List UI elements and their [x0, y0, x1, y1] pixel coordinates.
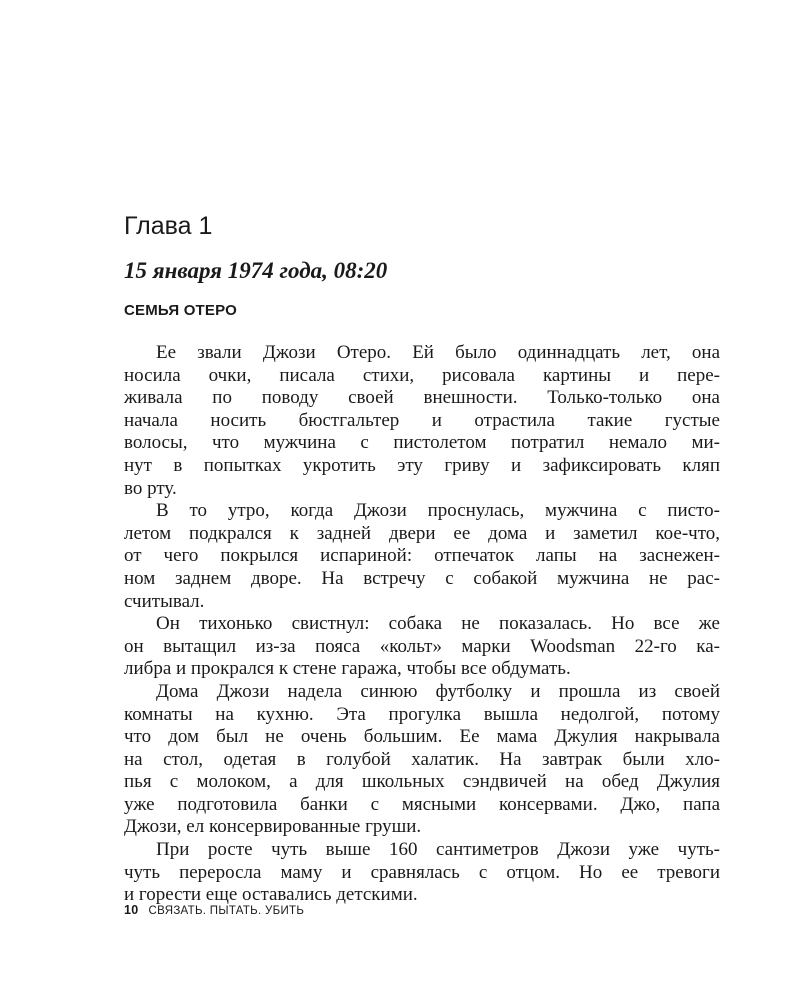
text-line: Джози, ел консервированные груши.	[124, 816, 422, 838]
text-line: что дом был не очень большим. Ее мама Джулия накрывала	[124, 726, 720, 748]
running-title: СВЯЗАТЬ. ПЫТАТЬ. УБИТЬ	[148, 905, 305, 917]
text-line: Ее звали Джози Отеро. Ей было одиннадцать лет, она	[156, 342, 720, 363]
text-line: либра и прокрался к стене гаража, чтобы все обдумать.	[124, 658, 571, 680]
text-line: на стол, одетая в голубой халатик. На завтрак были хло-	[124, 748, 720, 770]
chapter-date: 15 января 1974 года, 08:20	[124, 258, 388, 283]
text-line: пья с молоком, а для школьных сэндвичей на обед Джулия	[124, 771, 720, 793]
text-line: от чего покрылся испариной: отпечаток лапы на заснежен-	[124, 545, 720, 567]
text-line: ном заднем дворе. На встречу с собакой мужчина не рас-	[124, 567, 720, 589]
text-line: летом подкрался к задней двери ее дома и заметил кое-что,	[124, 522, 720, 544]
text-line: считывал.	[124, 590, 205, 612]
section-heading: СЕМЬЯ ОТЕРО	[124, 302, 238, 319]
text-line: чуть переросла маму и сравнялась с отцом. Но ее тревоги	[124, 861, 720, 883]
text-line: Он тихонько свистнул: собака не показалась. Но все же	[156, 613, 720, 635]
text-line: начала носить бюстгальтер и отрастила такие густые	[124, 409, 720, 431]
chapter-title: Глава 1	[124, 212, 213, 240]
text-line: нут в попытках укротить эту гриву и зафиксировать кляп	[124, 454, 720, 476]
running-footer	[124, 902, 304, 919]
text-line: уже подготовила банки с мясными консервами. Джо, папа	[124, 793, 720, 815]
body-text	[124, 342, 720, 907]
text-line: Дома Джози надела синюю футболку и прошла из своей	[156, 680, 720, 702]
text-line: живала по поводу своей внешности. Только-только она	[124, 387, 720, 409]
text-line: во рту.	[124, 477, 177, 499]
text-line: и горести еще оставались детскими.	[124, 884, 418, 906]
text-line: В то утро, когда Джози проснулась, мужчина с писто-	[156, 500, 720, 522]
text-line: При росте чуть выше 160 сантиметров Джози уже чуть-	[156, 839, 720, 861]
text-line: он вытащил из-за пояса «кольт» марки Woodsman 22-го ка-	[124, 635, 720, 657]
page-number: 10	[124, 903, 139, 917]
text-line: комнаты на кухню. Эта прогулка вышла недолгой, потому	[124, 703, 720, 725]
text-line: носила очки, писала стихи, рисовала картины и пере-	[124, 364, 720, 386]
text-line: волосы, что мужчина с пистолетом потратил немало ми-	[124, 432, 720, 454]
